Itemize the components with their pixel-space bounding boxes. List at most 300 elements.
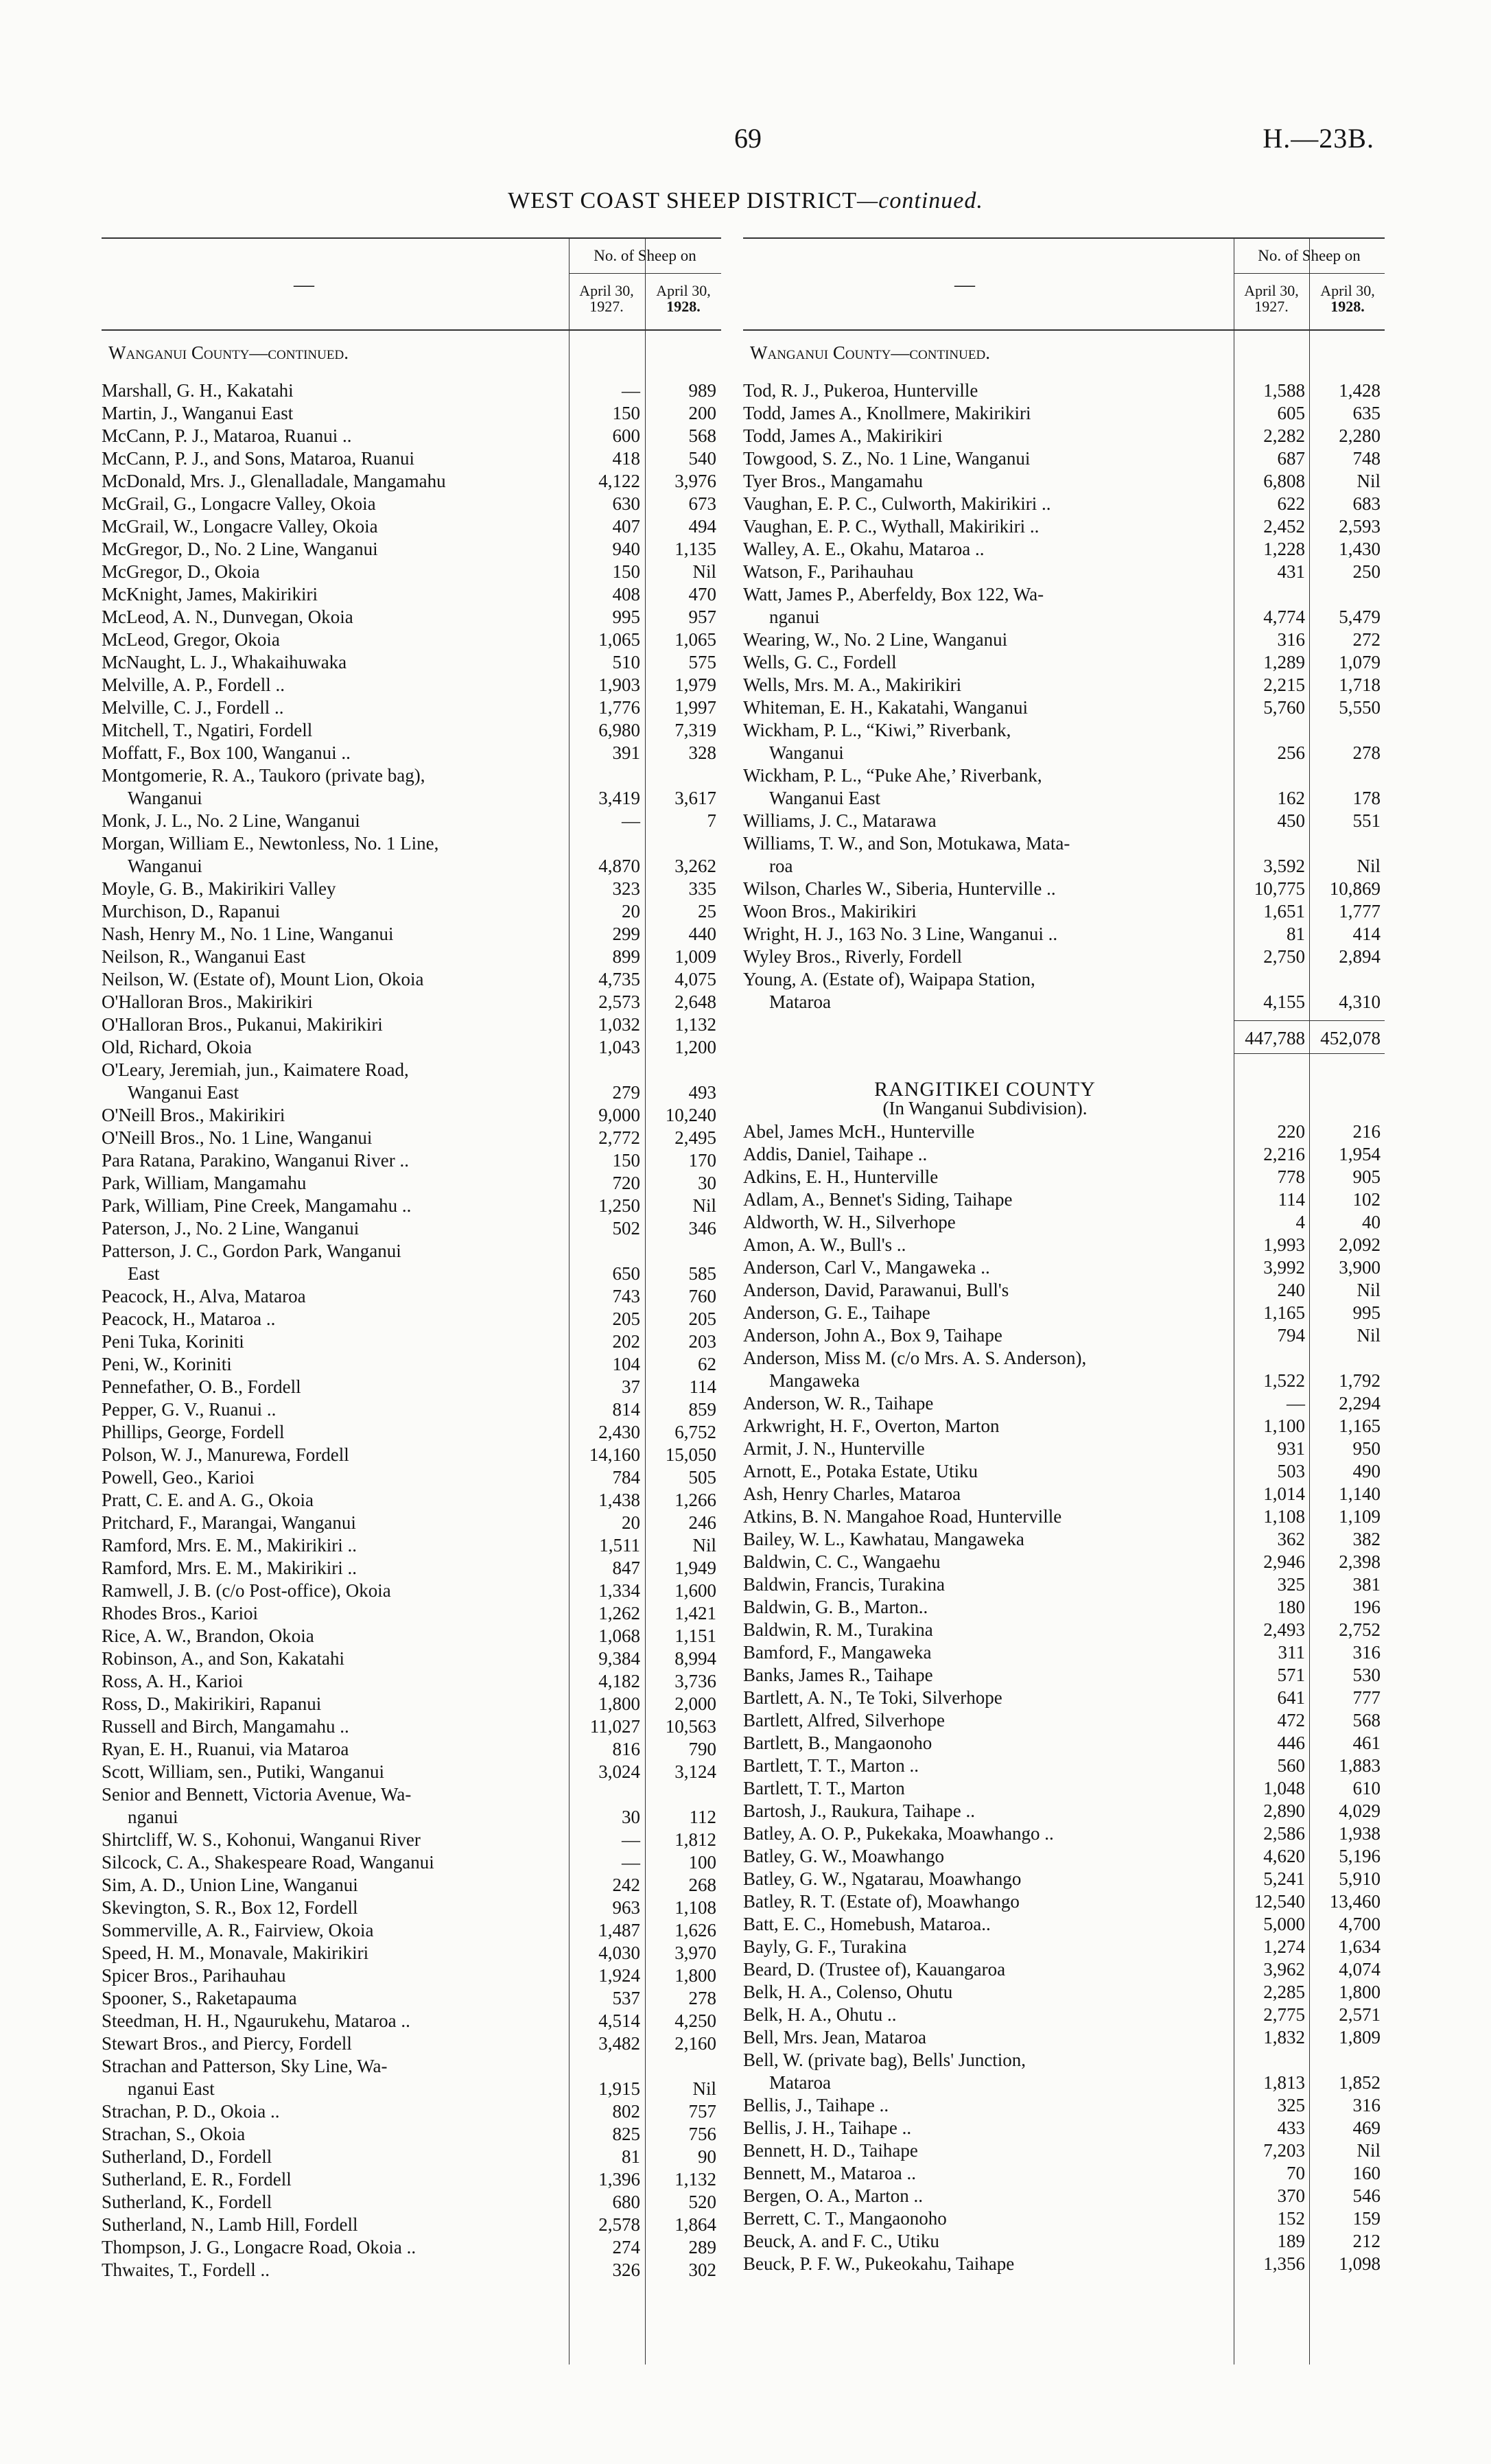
table-row <box>743 561 1385 583</box>
sheep-1928: 493 <box>688 1082 716 1103</box>
sheep-1928: 30 <box>698 1173 716 1193</box>
sheep-1928: Nil <box>1357 1325 1381 1346</box>
table-row <box>102 1919 721 1942</box>
table-row <box>743 1460 1385 1483</box>
holder-name: Addis, Daniel, Taihape .. <box>743 1144 928 1164</box>
table-row <box>743 1664 1385 1687</box>
rangitikei-subtitle: (In Wanganui Subdivision). <box>882 1098 1088 1118</box>
sheep-1927: 2,493 <box>1263 1619 1305 1640</box>
sheep-1927: 2,285 <box>1263 1982 1305 2002</box>
holder-name: Towgood, S. Z., No. 1 Line, Wanganui <box>743 448 1031 469</box>
holder-name: Anderson, W. R., Taihape <box>743 1393 934 1413</box>
table-row <box>743 1347 1385 1392</box>
sheep-1928: 112 <box>689 1807 716 1827</box>
holder-name: Bellis, J. H., Taihape .. <box>743 2117 912 2138</box>
sheep-1928: 2,495 <box>674 1127 716 1148</box>
sheep-1927: 299 <box>612 924 640 944</box>
table-row <box>102 1172 721 1195</box>
table-row <box>743 1868 1385 1890</box>
table-row <box>743 878 1385 900</box>
table-row <box>743 946 1385 968</box>
table-row <box>743 2230 1385 2253</box>
holder-name: Speed, H. M., Monavale, Makirikiri <box>102 1943 369 1963</box>
right-table-header <box>743 237 1385 331</box>
holder-name: Young, A. (Estate of), Waipapa Station, <box>743 969 1035 989</box>
sheep-1927: 9,000 <box>598 1105 640 1125</box>
holder-name: Todd, James A., Knollmere, Makirikiri <box>743 403 1031 423</box>
table-row <box>102 2146 721 2168</box>
table-row <box>743 2026 1385 2049</box>
sheep-1928: 2,648 <box>674 992 716 1012</box>
table-row <box>743 1732 1385 1755</box>
table-row <box>743 1438 1385 1460</box>
sheep-1927: 1,813 <box>1263 2072 1305 2093</box>
table-row <box>102 493 721 515</box>
table-row <box>743 2139 1385 2162</box>
holder-name: Wilson, Charles W., Siberia, Hunterville .. <box>743 878 1056 899</box>
sheep-1927: 274 <box>612 2237 640 2257</box>
holder-name: Ross, D., Makirikiri, Rapanui <box>102 1693 322 1714</box>
sheep-1928: Nil <box>692 2078 716 2099</box>
holder-name: Belk, H. A., Colenso, Ohutu <box>743 1982 953 2002</box>
sheep-1927: 2,216 <box>1263 1144 1305 1164</box>
sheep-1928: 102 <box>1352 1189 1381 1210</box>
sheep-1927: 1,776 <box>598 697 640 718</box>
sheep-1927: 995 <box>612 607 640 627</box>
holder-name-continued: roa <box>769 856 793 876</box>
holder-name: Berrett, C. T., Mangaonoho <box>743 2208 947 2229</box>
sheep-1928: 1,954 <box>1339 1144 1381 1164</box>
holder-name: McNaught, L. J., Whakaihuwaka <box>102 652 347 672</box>
holder-name-continued: Mataroa <box>769 2072 831 2093</box>
holder-name: Beuck, P. F. W., Pukeokahu, Taihape <box>743 2253 1015 2274</box>
table-row <box>102 629 721 651</box>
sheep-1927: 256 <box>1277 742 1305 763</box>
table-row <box>743 1324 1385 1347</box>
holder-name: Phillips, George, Fordell <box>102 1422 285 1442</box>
sheep-1927: 1,165 <box>1263 1302 1305 1323</box>
sheep-1928: 4,250 <box>674 2010 716 2031</box>
sheep-1927: 323 <box>612 878 640 899</box>
sheep-1927: 81 <box>622 2146 640 2167</box>
sheep-1928: 2,160 <box>674 2033 716 2054</box>
sheep-1928: 1,938 <box>1339 1823 1381 1844</box>
table-row <box>102 1149 721 1172</box>
holder-name: Powell, Geo., Karioi <box>102 1467 255 1488</box>
holder-name: Pennefather, O. B., Fordell <box>102 1376 301 1397</box>
sheep-1927: 931 <box>1277 1438 1305 1459</box>
sheep-1928: 683 <box>1352 493 1381 514</box>
sheep-1927: 1,511 <box>599 1535 640 1556</box>
header-col-1928: April 30, 1928. <box>1320 282 1375 315</box>
table-row <box>743 1619 1385 1641</box>
sheep-1928: 4,075 <box>674 969 716 989</box>
sheep-1928: 2,294 <box>1339 1393 1381 1413</box>
sheep-1928: 178 <box>1352 788 1381 808</box>
sheep-1928: 10,240 <box>665 1105 716 1125</box>
sheep-1928: 5,910 <box>1339 1868 1381 1889</box>
sheep-1927: 4,155 <box>1263 992 1305 1012</box>
sheep-1928: 414 <box>1352 924 1381 944</box>
sheep-1928: 995 <box>1352 1302 1381 1323</box>
table-row <box>102 2259 721 2281</box>
holder-name: Banks, James R., Taihape <box>743 1665 933 1685</box>
sheep-1927: 152 <box>1277 2208 1305 2229</box>
holder-name: McCann, P. J., Mataroa, Ruanui .. <box>102 425 352 446</box>
sheep-1928: 8,994 <box>674 1648 716 1669</box>
sheep-1928: 1,428 <box>1339 380 1381 401</box>
table-row <box>743 2162 1385 2185</box>
sheep-1928: 1,634 <box>1339 1936 1381 1957</box>
sheep-1928: Nil <box>1357 1280 1381 1300</box>
header-col-1927: April 30, 1927. <box>1244 282 1299 315</box>
table-row <box>743 447 1385 470</box>
sheep-1928: 25 <box>698 901 716 922</box>
sheep-1927: 3,024 <box>598 1761 640 1782</box>
sheep-1928: 278 <box>1352 742 1381 763</box>
sheep-1928: 62 <box>698 1354 716 1374</box>
sheep-1928: 989 <box>688 380 716 401</box>
sheep-1928: 90 <box>698 2146 716 2167</box>
holder-name: Moffatt, F., Box 100, Wanganui .. <box>102 742 351 763</box>
holder-name: McKnight, James, Makirikiri <box>102 584 318 605</box>
sheep-1927: 431 <box>1277 561 1305 582</box>
holder-name: Williams, J. C., Matarawa <box>743 810 937 831</box>
holder-name: Baldwin, R. M., Turakina <box>743 1619 933 1640</box>
sheep-1928: 1,421 <box>674 1603 716 1623</box>
holder-name: Ramford, Mrs. E. M., Makirikiri .. <box>102 1558 357 1578</box>
sheep-1927: 2,215 <box>1263 674 1305 695</box>
sheep-1927: 1,487 <box>598 1920 640 1940</box>
holder-name: Scott, William, sen., Putiki, Wanganui <box>102 1761 384 1782</box>
table-row <box>102 1761 721 1783</box>
sheep-1927: 510 <box>612 652 640 672</box>
sheep-1927: 150 <box>612 1150 640 1171</box>
sheep-1927: 1,289 <box>1263 652 1305 672</box>
sheep-1927: 14,160 <box>589 1444 640 1465</box>
sheep-1928: 13,460 <box>1329 1891 1381 1912</box>
sheep-1927: 4,122 <box>598 471 640 491</box>
holder-name: Bennett, M., Mataroa .. <box>743 2163 916 2183</box>
sheep-1928: 160 <box>1352 2163 1381 2183</box>
sheep-1928: 1,809 <box>1339 2027 1381 2048</box>
table-row <box>102 1964 721 1987</box>
sheep-1928: 1,108 <box>674 1897 716 1918</box>
table-row <box>743 923 1385 946</box>
table-row <box>743 2049 1385 2094</box>
sheep-1928: 1,140 <box>1339 1483 1381 1504</box>
sheep-1928: 2,894 <box>1339 946 1381 967</box>
table-row <box>743 1913 1385 1936</box>
sheep-1928: 335 <box>688 878 716 899</box>
sheep-1928: 2,000 <box>674 1693 716 1714</box>
sheep-1928: 40 <box>1362 1212 1381 1232</box>
sheep-1927: 1,396 <box>598 2169 640 2190</box>
sheep-1928: 3,976 <box>674 471 716 491</box>
table-row <box>102 1444 721 1466</box>
table-row <box>102 470 721 493</box>
table-row <box>743 1845 1385 1868</box>
sheep-1928: 2,571 <box>1339 2004 1381 2025</box>
table-row <box>743 2253 1385 2275</box>
right-table <box>743 237 1385 2365</box>
table-row <box>743 1709 1385 1732</box>
sheep-1927: 1,800 <box>598 1693 640 1714</box>
holder-name-continued: Mataroa <box>769 992 831 1012</box>
holder-name: McLeod, Gregor, Okoia <box>102 629 280 650</box>
sheep-1927: — <box>622 1852 640 1873</box>
holder-name: McCann, P. J., and Sons, Mataroa, Ruanui <box>102 448 414 469</box>
sheep-1927: 1,100 <box>1263 1416 1305 1436</box>
sheep-1927: 220 <box>1277 1121 1305 1142</box>
table-row <box>743 1822 1385 1845</box>
sheep-1928: 5,550 <box>1339 697 1381 718</box>
sheep-1928: 302 <box>688 2260 716 2280</box>
sheep-1927: 1,832 <box>1263 2027 1305 2048</box>
sheep-1927: 240 <box>1277 1280 1305 1300</box>
holder-name: Abel, James McH., Hunterville <box>743 1121 975 1142</box>
sheep-1928: 575 <box>688 652 716 672</box>
sheep-1928: 1,165 <box>1339 1416 1381 1436</box>
table-row <box>102 1376 721 1398</box>
holder-name-continued: Wanganui <box>769 742 844 763</box>
table-row <box>102 606 721 629</box>
table-row <box>743 1143 1385 1166</box>
table-row <box>743 696 1385 719</box>
sheep-1928: 957 <box>688 607 716 627</box>
holder-name: Wearing, W., No. 2 Line, Wanganui <box>743 629 1008 650</box>
sheep-1928: 1,792 <box>1339 1370 1381 1391</box>
sheep-1927: 4,030 <box>598 1943 640 1963</box>
sheep-1927: 9,384 <box>598 1648 640 1669</box>
table-row <box>102 946 721 968</box>
sheep-1927: 2,573 <box>598 992 640 1012</box>
sheep-1928: 1,151 <box>674 1626 716 1646</box>
sheep-1928: 756 <box>688 2124 716 2144</box>
holder-name: Wickham, P. L., “Kiwi,” Riverbank, <box>743 720 1011 740</box>
sheep-1927: 2,750 <box>1263 946 1305 967</box>
table-row <box>743 1483 1385 1505</box>
table-row <box>102 923 721 946</box>
holder-name: Bartlett, B., Mangaonoho <box>743 1733 932 1753</box>
table-row <box>102 1398 721 1421</box>
holder-name: Batley, G. W., Ngatarau, Moawhango <box>743 1868 1022 1889</box>
holder-name: McGrail, W., Longacre Valley, Okoia <box>102 516 378 537</box>
table-row <box>743 1551 1385 1573</box>
holder-name: Atkins, B. N. Mangahoe Road, Hunterville <box>743 1506 1062 1527</box>
sheep-1928: Nil <box>692 561 716 582</box>
sheep-1927: 70 <box>1287 2163 1305 2183</box>
table-row <box>102 1580 721 1602</box>
sheep-1927: 3,419 <box>598 788 640 808</box>
sheep-1928: 505 <box>688 1467 716 1488</box>
sheep-1927: 605 <box>1277 403 1305 423</box>
sheep-1927: 502 <box>612 1218 640 1239</box>
holder-name: Nash, Henry M., No. 1 Line, Wanganui <box>102 924 394 944</box>
left-table <box>102 237 721 2365</box>
sheep-1927: 1,356 <box>1263 2253 1305 2274</box>
sheep-1928: Nil <box>1357 2140 1381 2161</box>
sheep-1928: 1,109 <box>1339 1506 1381 1527</box>
table-row <box>102 674 721 696</box>
table-row <box>743 2094 1385 2117</box>
table-row <box>102 1013 721 1036</box>
holder-name: Aldworth, W. H., Silverhope <box>743 1212 956 1232</box>
sheep-1928: 4,074 <box>1339 1959 1381 1980</box>
holder-name: Mitchell, T., Ngatiri, Fordell <box>102 720 313 740</box>
sheep-1927: 150 <box>612 561 640 582</box>
sheep-1928: 1,979 <box>674 674 716 695</box>
holder-name: O'Neill Bros., Makirikiri <box>102 1105 285 1125</box>
holder-name: Pepper, G. V., Ruanui .. <box>102 1399 277 1420</box>
table-row <box>102 1217 721 1240</box>
left-table-header <box>102 237 721 331</box>
sheep-1927: 446 <box>1277 1733 1305 1753</box>
holder-name: Sim, A. D., Union Line, Wanganui <box>102 1875 358 1895</box>
holder-name: Vaughan, E. P. C., Culworth, Makirikiri .. <box>743 493 1051 514</box>
sheep-1927: 7,203 <box>1263 2140 1305 2161</box>
sheep-1928: 4,310 <box>1339 992 1381 1012</box>
sheep-1927: — <box>622 380 640 401</box>
sheep-1927: 2,282 <box>1263 425 1305 446</box>
sheep-1927: 114 <box>1278 1189 1305 1210</box>
sheep-1927: 4,620 <box>1263 1846 1305 1866</box>
sheep-1928: 1,132 <box>674 2169 716 2190</box>
table-row <box>743 764 1385 810</box>
sheep-1927: 1,334 <box>598 1580 640 1601</box>
title-suffix: —continued. <box>857 188 983 213</box>
sheep-1928: 1,718 <box>1339 674 1381 695</box>
sheep-1927: 680 <box>612 2192 640 2212</box>
sheep-1927: 1,274 <box>1263 1936 1305 1957</box>
holder-name: Bartlett, T. T., Marton .. <box>743 1755 919 1776</box>
holder-name: Paterson, J., No. 2 Line, Wanganui <box>102 1218 360 1239</box>
table-row <box>102 719 721 742</box>
table-row <box>102 1353 721 1376</box>
sheep-1927: — <box>622 810 640 831</box>
sheep-1928: 551 <box>1352 810 1381 831</box>
table-row <box>102 1466 721 1489</box>
holder-name: Anderson, John A., Box 9, Taihape <box>743 1325 1002 1346</box>
sheep-1927: 12,540 <box>1254 1891 1305 1912</box>
sheep-1927: 30 <box>622 1807 640 1827</box>
sheep-1928: 1,883 <box>1339 1755 1381 1776</box>
table-row <box>743 1188 1385 1211</box>
table-row <box>743 515 1385 538</box>
holder-name: Pritchard, F., Marangai, Wanganui <box>102 1512 356 1533</box>
sheep-1928: 100 <box>688 1852 716 1873</box>
sheep-1927: 104 <box>612 1354 640 1374</box>
holder-name: Williams, T. W., and Son, Motukawa, Mata- <box>743 833 1070 854</box>
sheep-1928: 470 <box>688 584 716 605</box>
holder-name: Montgomerie, R. A., Taukoro (private bag), <box>102 765 425 786</box>
sheep-1928: 1,864 <box>674 2214 716 2235</box>
holder-name: Walley, A. E., Okahu, Mataroa .. <box>743 539 985 559</box>
holder-name: Pratt, C. E. and A. G., Okoia <box>102 1490 314 1510</box>
table-row <box>102 402 721 425</box>
sheep-1927: 1,588 <box>1263 380 1305 401</box>
holder-name: Melville, A. P., Fordell .. <box>102 674 285 695</box>
holder-name: Shirtcliff, W. S., Kohonui, Wanganui River <box>102 1829 421 1850</box>
sheep-1928: 316 <box>1352 1642 1381 1663</box>
sheep-1928: 205 <box>688 1309 716 1329</box>
holder-name: Monk, J. L., No. 2 Line, Wanganui <box>102 810 360 831</box>
holder-name: Anderson, Carl V., Mangaweka .. <box>743 1257 990 1278</box>
holder-name: Polson, W. J., Manurewa, Fordell <box>102 1444 349 1465</box>
holder-name: Para Ratana, Parakino, Wanganui River .. <box>102 1150 409 1171</box>
sheep-1928: 2,280 <box>1339 425 1381 446</box>
sheep-1928: 10,563 <box>665 1716 716 1737</box>
sheep-1927: 537 <box>612 1988 640 2008</box>
header-col-1927: April 30, 1927. <box>579 282 634 315</box>
sheep-1928: 1,135 <box>674 539 716 559</box>
sheep-1927: 362 <box>1277 1529 1305 1549</box>
sheep-1928: 10,869 <box>1329 878 1381 899</box>
holder-name: Strachan and Patterson, Sky Line, Wa- <box>102 2056 388 2076</box>
holder-name: Senior and Bennett, Victoria Avenue, Wa- <box>102 1784 412 1805</box>
holder-name: Patterson, J. C., Gordon Park, Wanganui <box>102 1241 401 1261</box>
holder-name: Anderson, G. E., Taihape <box>743 1302 930 1323</box>
sheep-1927: 311 <box>1278 1642 1305 1663</box>
table-row <box>743 968 1385 1013</box>
sheep-1928: 159 <box>1352 2208 1381 2229</box>
sheep-1928: 1,800 <box>674 1965 716 1986</box>
table-row <box>102 1104 721 1127</box>
sheep-1928: 635 <box>1352 403 1381 423</box>
holder-name: McDonald, Mrs. J., Glenalladale, Mangamahu <box>102 471 446 491</box>
holder-name: Wells, G. C., Fordell <box>743 652 897 672</box>
holder-name: Sutherland, E. R., Fordell <box>102 2169 292 2190</box>
sheep-1927: 279 <box>612 1082 640 1103</box>
sheep-1927: 4,870 <box>598 856 640 876</box>
holder-name: Thwaites, T., Fordell .. <box>102 2260 270 2280</box>
sheep-1927: 2,452 <box>1263 516 1305 537</box>
section-heading-wanganui: Wanganui County—continued. <box>108 342 349 363</box>
sheep-1927: 1,228 <box>1263 539 1305 559</box>
sheep-1927: 3,482 <box>598 2033 640 2054</box>
sheep-1927: 4,735 <box>598 969 640 989</box>
holder-name: Murchison, D., Rapanui <box>102 901 281 922</box>
table-row <box>102 2032 721 2055</box>
sheep-1928: 328 <box>688 742 716 763</box>
holder-name-continued: East <box>128 1263 160 1284</box>
holder-name: Beard, D. (Trustee of), Kauangaroa <box>743 1959 1006 1980</box>
sheep-1928: 4,029 <box>1339 1800 1381 1821</box>
sheep-1928: 2,092 <box>1339 1234 1381 1255</box>
holder-name: Tod, R. J., Pukeroa, Hunterville <box>743 380 978 401</box>
table-row <box>743 1528 1385 1551</box>
holder-name: O'Leary, Jeremiah, jun., Kaimatere Road, <box>102 1059 409 1080</box>
sheep-1927: 1,032 <box>598 1014 640 1035</box>
sheep-1928: 859 <box>688 1399 716 1420</box>
holder-name: Bartlett, T. T., Marton <box>743 1778 905 1798</box>
holder-name: Tyer Bros., Mangamahu <box>743 471 924 491</box>
sheep-1928: 346 <box>688 1218 716 1239</box>
holder-name: Bartosh, J., Raukura, Taihape .. <box>743 1800 976 1821</box>
sheep-1928: 4,700 <box>1339 1914 1381 1934</box>
table-row <box>102 1715 721 1738</box>
table-row <box>102 1534 721 1557</box>
holder-name: Martin, J., Wanganui East <box>102 403 294 423</box>
table-row <box>743 1687 1385 1709</box>
table-row <box>102 1897 721 1919</box>
sheep-1927: 316 <box>1277 629 1305 650</box>
holder-name: Marshall, G. H., Kakatahi <box>102 380 294 401</box>
left-table-body <box>102 331 721 2365</box>
holder-name: Bell, W. (private bag), Bells' Junction, <box>743 2050 1026 2070</box>
sheep-1927: 802 <box>612 2101 640 2122</box>
sheep-1928: 585 <box>688 1263 716 1284</box>
